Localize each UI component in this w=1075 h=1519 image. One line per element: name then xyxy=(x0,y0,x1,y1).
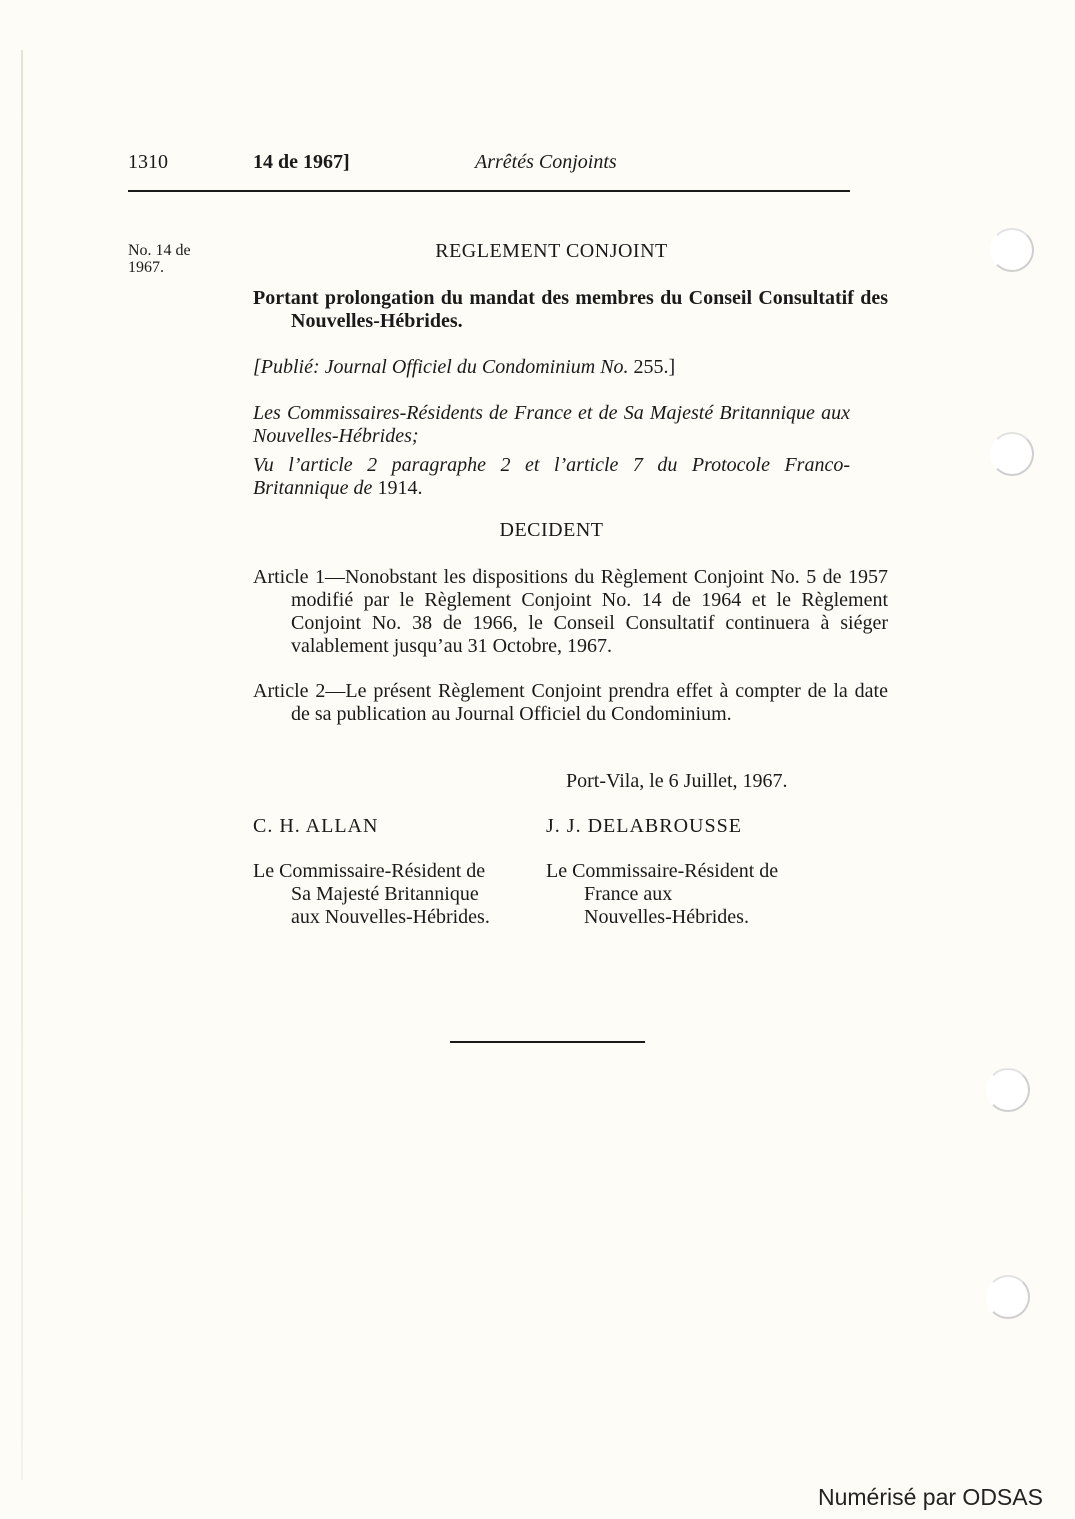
digitization-watermark: Numérisé par ODSAS xyxy=(818,1484,1043,1510)
preamble-vu xyxy=(253,454,850,500)
signatory-name-left: C. H. ALLAN xyxy=(253,815,379,837)
margin-note-line2: 1967. xyxy=(128,259,164,276)
binder-hole-3 xyxy=(986,1068,1030,1112)
publication-source: [Publié: Journal Officiel du Condominium No. xyxy=(253,356,634,378)
margin-note-line1: No. 14 de xyxy=(128,242,191,259)
page-edge-shadow xyxy=(21,50,23,1480)
signatory-title-left-line1: Le Commissaire-Résident de xyxy=(253,860,486,882)
binder-hole-4 xyxy=(986,1275,1030,1319)
header-section-title: Arrêtés Conjoints xyxy=(475,151,617,173)
header-year-reference: 14 de 1967] xyxy=(253,151,350,173)
preamble-vu-text: Vu l’article 2 paragraphe 2 et l’article 7 du Protocole Franco-Britannique de xyxy=(253,454,850,499)
signatory-title-right-line1: Le Commissaire-Résident de xyxy=(546,860,779,882)
end-rule xyxy=(450,1041,645,1043)
publication-note xyxy=(253,356,850,379)
publication-number: 255.] xyxy=(633,356,676,378)
preamble-commissioners: Les Commissaires-Résidents de France et de Sa Majesté Britannique aux Nouvelles-Hébrides; xyxy=(253,402,850,447)
signatory-title-left-line2: Sa Majesté Britannique xyxy=(291,883,479,905)
place-date: Port-Vila, le 6 Juillet, 1967. xyxy=(566,770,788,792)
header-rule xyxy=(128,190,850,192)
document-title: REGLEMENT CONJOINT xyxy=(435,240,668,262)
signatory-title-left-line3: aux Nouvelles-Hébrides. xyxy=(291,906,490,928)
article-1: Article 1—Nonobstant les dispositions du Règlement Conjoint No. 5 de 1957 modifié par le Règlement Conjoint No. 14 de 1964 et le Règlement Conjoint No. 38 de 1966, le Conseil Consultatif continuera à siéger valablement jusqu’au 31 Octobre, 1967. xyxy=(253,566,888,657)
decide-heading: DECIDENT xyxy=(499,519,604,541)
article-2: Article 2—Le présent Règlement Conjoint prendra effet à compter de la date de sa publication au Journal Officiel du Condominium. xyxy=(253,680,888,725)
preamble-vu-year: 1914. xyxy=(377,477,423,499)
margin-note xyxy=(128,242,191,276)
document-subtitle: Portant prolongation du mandat des membres du Conseil Consultatif des Nouvelles-Hébrides. xyxy=(253,287,888,332)
signatory-title-right-line2: France aux xyxy=(584,883,673,905)
signatory-title-left xyxy=(253,860,490,929)
binder-hole-1 xyxy=(990,228,1034,272)
page-number: 1310 xyxy=(128,151,168,173)
signatory-title-right xyxy=(546,860,778,929)
signatory-name-right: J. J. DELABROUSSE xyxy=(546,815,742,837)
binder-hole-2 xyxy=(990,432,1034,476)
signatory-title-right-line3: Nouvelles-Hébrides. xyxy=(584,906,749,928)
